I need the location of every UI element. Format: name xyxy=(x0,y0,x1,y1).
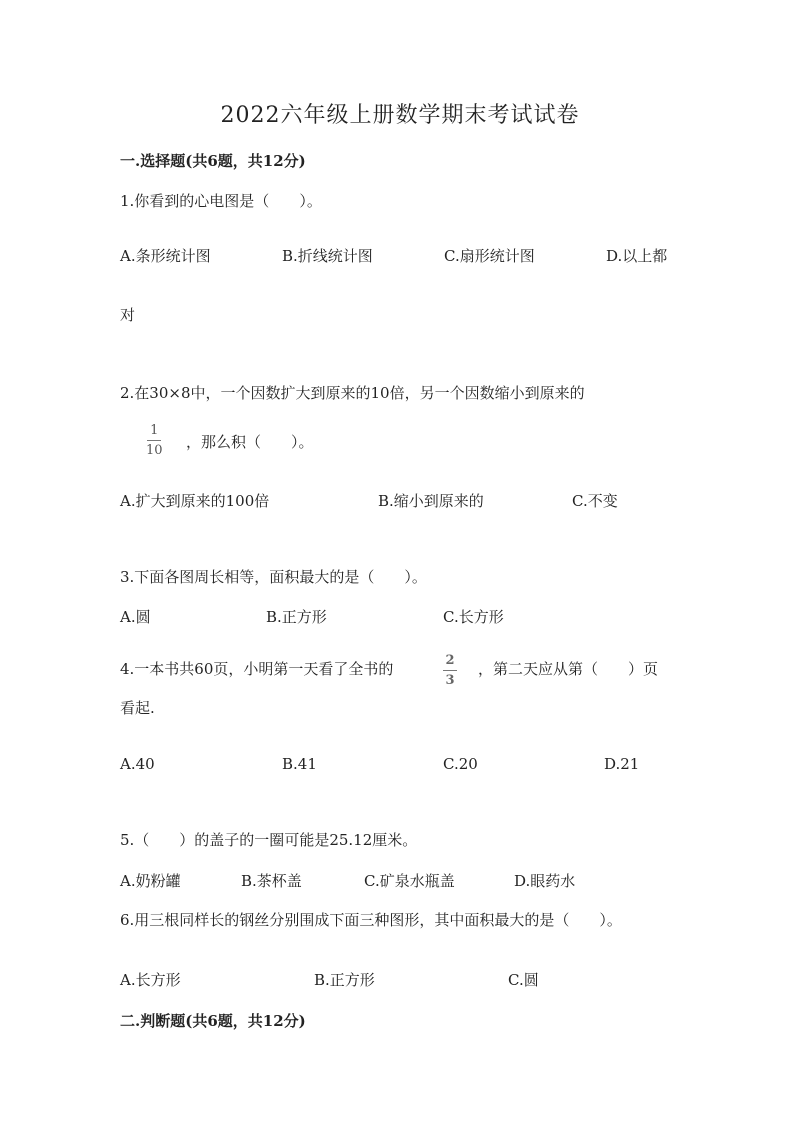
question-4-text-wrap: 看起. xyxy=(120,699,155,717)
question-1-option-c: C.扇形统计图 xyxy=(444,247,535,265)
fraction-bar xyxy=(443,670,457,671)
question-3-option-c: C.长方形 xyxy=(443,608,504,626)
fraction-bar xyxy=(147,440,161,441)
question-4-text-after: ，第二天应从第（ ）页 xyxy=(478,660,659,678)
question-3-option-a: A.圆 xyxy=(120,608,151,626)
question-6-option-a: A.长方形 xyxy=(120,971,181,989)
question-5-text: 5.（ ）的盖子的一圈可能是25.12厘米。 xyxy=(120,831,418,849)
section-heading-choice: 一.选择题(共6题，共12分) xyxy=(120,152,306,170)
section-heading-judgement: 二.判断题(共6题，共12分) xyxy=(120,1012,306,1030)
question-3-text: 3.下面各图周长相等，面积最大的是（ ）。 xyxy=(120,568,427,586)
fraction-denominator: 3 xyxy=(445,673,455,688)
question-6-option-c: C.圆 xyxy=(508,971,539,989)
question-6-option-b: B.正方形 xyxy=(314,971,375,989)
question-1-option-d: D.以上都 xyxy=(606,247,668,265)
question-2-option-a: A.扩大到原来的100倍 xyxy=(120,492,270,510)
question-6-text: 6.用三根同样长的钢丝分别围成下面三种图形，其中面积最大的是（ ）。 xyxy=(120,911,622,929)
fraction-denominator: 10 xyxy=(146,443,163,458)
question-1-option-d-wrap: 对 xyxy=(120,306,136,324)
question-2-option-b: B.缩小到原来的 xyxy=(378,492,484,510)
question-1-option-b: B.折线统计图 xyxy=(282,247,373,265)
question-5-option-d: D.眼药水 xyxy=(514,872,576,890)
page-title: 2022六年级上册数学期末考试试卷 xyxy=(220,103,580,128)
question-5-option-c: C.矿泉水瓶盖 xyxy=(364,872,455,890)
question-5-option-a: A.奶粉罐 xyxy=(120,872,181,890)
question-4-option-d: D.21 xyxy=(604,755,640,773)
question-2-text: 2.在30×8中，一个因数扩大到原来的10倍，另一个因数缩小到原来的 xyxy=(120,384,585,402)
question-4-fraction xyxy=(443,654,457,687)
question-2-text-after: ，那么积（ ）。 xyxy=(186,433,314,451)
question-3-option-b: B.正方形 xyxy=(266,608,327,626)
question-2-fraction xyxy=(146,424,163,457)
question-2-option-c: C.不变 xyxy=(572,492,618,510)
question-4-option-b: B.41 xyxy=(282,755,317,773)
question-5-option-b: B.茶杯盖 xyxy=(241,872,302,890)
question-1-text: 1.你看到的心电图是（ ）。 xyxy=(120,192,322,210)
question-1-option-a: A.条形统计图 xyxy=(120,247,211,265)
fraction-numerator: 2 xyxy=(445,653,455,668)
fraction-numerator: 1 xyxy=(150,423,159,438)
question-4-option-c: C.20 xyxy=(443,755,478,773)
question-4-text: 4.一本书共60页，小明第一天看了全书的 xyxy=(120,660,394,678)
question-4-option-a: A.40 xyxy=(120,755,155,773)
